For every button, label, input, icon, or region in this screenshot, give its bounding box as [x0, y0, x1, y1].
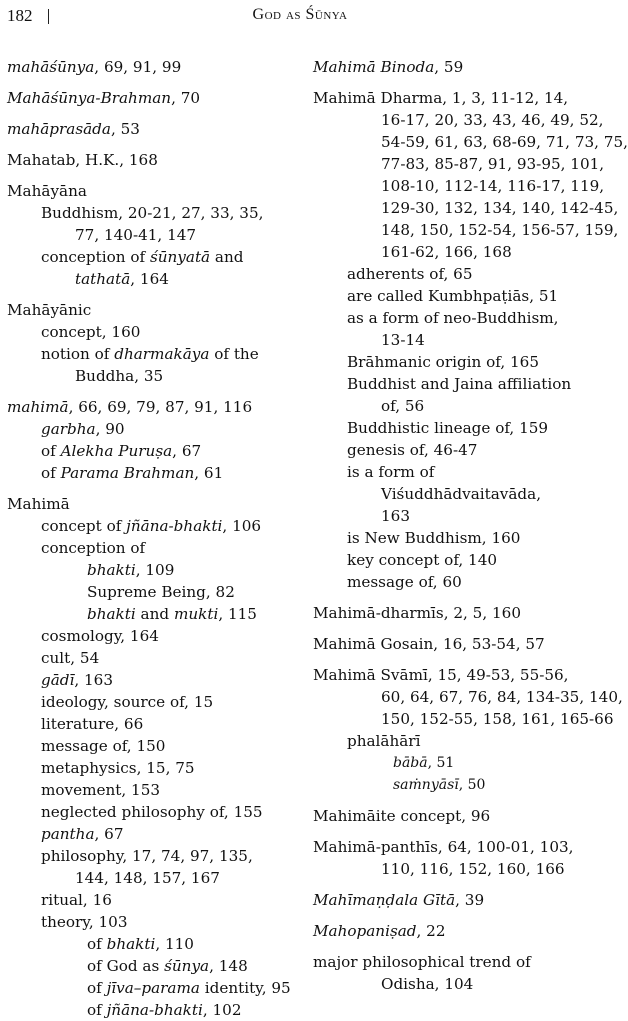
entry-text: bābā [393, 755, 428, 771]
entry-text: tathatā [75, 270, 131, 288]
entry-text: Buddha, 35 [75, 367, 164, 385]
entry-text: Viśuddhādvaitavāda, [381, 485, 542, 503]
index-entry [7, 202, 299, 224]
entry-text: cult, 54 [41, 649, 100, 667]
entry-text: Alekha Puruṣa [60, 442, 173, 460]
entry-text: Mahimāite concept, 96 [313, 807, 491, 825]
index-entry [7, 647, 299, 669]
index-entry [7, 118, 299, 140]
index-entry [313, 56, 597, 78]
entry-text: of [41, 464, 61, 482]
entry-text: śūnyatā [149, 248, 211, 266]
entry-text: Mahimā Svāmī, 15, 49-53, 55-56, [313, 666, 569, 684]
entry-text: , 59 [434, 58, 464, 76]
running-header [0, 4, 600, 30]
entry-text: are called Kumbhpaṭiās, 51 [347, 287, 559, 305]
entry-text: of the [209, 345, 259, 363]
index-entry [7, 299, 299, 321]
entry-text: ritual, 16 [41, 891, 112, 909]
entry-text: mahāśūnya [7, 58, 95, 76]
entry-text: 129-30, 132, 134, 140, 142-45, [381, 199, 619, 217]
entry-text: Buddhist and Jaina affiliation [347, 375, 572, 393]
entry-text: movement, 153 [41, 781, 161, 799]
index-entry [7, 603, 299, 625]
index-entry [7, 779, 299, 801]
index-entry [313, 439, 597, 461]
index-entry [7, 246, 299, 268]
index-entry [313, 708, 614, 730]
entry-text: notion of [41, 345, 115, 363]
index-entry [7, 537, 299, 559]
index-entry [7, 515, 299, 537]
entry-text: , 106 [222, 517, 262, 535]
entry-text: , 163 [74, 671, 114, 689]
entry-text: śūnya [164, 957, 210, 975]
entry-text: 16-17, 20, 33, 43, 46, 49, 52, [381, 111, 604, 129]
index-entry [313, 131, 628, 153]
index-entry [313, 549, 597, 571]
entry-text: Parama Brahman [60, 464, 195, 482]
entry-text: message of, 60 [347, 573, 462, 591]
index-entry [7, 321, 299, 343]
index-column-left [7, 56, 299, 1021]
entry-text: Mahāyāna [7, 182, 87, 200]
index-entry [7, 56, 299, 78]
index-entry [7, 581, 299, 603]
entry-text: ideology, source of, 15 [41, 693, 214, 711]
index-entry [7, 889, 299, 911]
index-entry [7, 418, 299, 440]
entry-text: jñāna-bhakti [126, 517, 223, 535]
index-entry [313, 175, 605, 197]
entry-text: Mahimā-dharmīs, 2, 5, 160 [313, 604, 521, 622]
entry-text: Buddhism, 20-21, 27, 33, 35, [41, 204, 264, 222]
index-entry [7, 149, 299, 171]
entry-text: , 102 [202, 1001, 242, 1019]
index-entry [313, 153, 605, 175]
entry-text: of, 56 [381, 397, 425, 415]
entry-text: jñāna-bhakti [106, 1001, 203, 1019]
entry-text: cosmology, 164 [41, 627, 159, 645]
entry-text: , 22 [416, 922, 446, 940]
entry-text: 77-83, 85-87, 91, 93-95, 101, [381, 155, 605, 173]
index-entry [7, 757, 299, 779]
entry-text: , 67 [94, 825, 124, 843]
index-entry [313, 307, 597, 329]
index-entry [313, 395, 597, 417]
entry-text: , 70 [171, 89, 201, 107]
entry-text: 110, 116, 152, 160, 166 [381, 860, 565, 878]
entry-text: of [87, 979, 107, 997]
entry-text: bhakti [87, 605, 136, 623]
entry-text: jīva–parama [106, 979, 200, 997]
index-entry [313, 87, 597, 109]
index-entry [7, 343, 299, 365]
index-entry [7, 440, 299, 462]
entry-text: conception of [41, 248, 150, 266]
entry-text: , 148 [209, 957, 248, 975]
index-entry [7, 955, 299, 977]
index-entry [313, 752, 597, 774]
entry-text: neglected philosophy of, 155 [41, 803, 263, 821]
index-entry [7, 867, 299, 889]
entry-text: philosophy, 17, 74, 97, 135, [41, 847, 253, 865]
index-entry [7, 625, 299, 647]
entry-text: is a form of [347, 463, 435, 481]
entry-text: adherents of, 65 [347, 265, 473, 283]
entry-text: , 53 [110, 120, 140, 138]
entry-text: Odisha, 104 [381, 975, 474, 993]
index-entry [313, 602, 597, 624]
index-entry [7, 268, 299, 290]
entry-text: identity, 95 [199, 979, 291, 997]
index-entry [7, 691, 299, 713]
entry-text: Brāhmanic origin of, 165 [347, 353, 540, 371]
entry-text: Mahopaniṣad [313, 922, 417, 940]
entry-text: message of, 150 [41, 737, 166, 755]
index-column-right [313, 56, 628, 995]
page-number: 182 [7, 6, 33, 25]
index-entry [7, 180, 299, 202]
entry-text: Buddhistic lineage of, 159 [347, 419, 549, 437]
entry-text: of [41, 442, 61, 460]
entry-text: concept of [41, 517, 127, 535]
entry-text: , 61 [194, 464, 224, 482]
entry-text: , 39 [455, 891, 485, 909]
index-entry [7, 823, 299, 845]
index-entry [313, 920, 597, 942]
index-entry [313, 219, 619, 241]
index-entry [313, 774, 597, 796]
entry-text: , 164 [130, 270, 169, 288]
index-entry [7, 845, 299, 867]
entry-text: metaphysics, 15, 75 [41, 759, 195, 777]
entry-text: 13-14 [381, 331, 425, 349]
entry-text: garbha [41, 420, 96, 438]
index-entry [313, 686, 623, 708]
index-entry [313, 951, 597, 973]
entry-text: of [87, 935, 107, 953]
entry-text: , 66, 69, 79, 87, 91, 116 [68, 398, 253, 416]
index-entry [7, 669, 299, 691]
entry-text: pantha [41, 825, 95, 843]
entry-text: of God as [87, 957, 165, 975]
entry-text: , 110 [155, 935, 194, 953]
index-entry [313, 197, 619, 219]
index-entry [313, 730, 597, 752]
index-entry [313, 329, 597, 351]
index-entry [313, 527, 597, 549]
index-entry [7, 87, 299, 109]
index-entry [313, 505, 597, 527]
entry-text: as a form of neo-Buddhism, [347, 309, 559, 327]
entry-text: gādī [41, 671, 75, 689]
entry-text: bhakti [87, 561, 136, 579]
index-entry [313, 664, 597, 686]
entry-text: genesis of, 46-47 [347, 441, 478, 459]
index-entry [313, 417, 597, 439]
index-entry [313, 633, 597, 655]
entry-text: 60, 64, 67, 76, 84, 134-35, 140, [381, 688, 623, 706]
index-entry [7, 911, 299, 933]
index-entry [313, 351, 597, 373]
entry-text: Mahimā [7, 495, 70, 513]
entry-text: Mahimā Binoda [313, 58, 435, 76]
entry-text: , 67 [172, 442, 202, 460]
entry-text: theory, 103 [41, 913, 128, 931]
index-entry [7, 462, 299, 484]
index-entry [313, 461, 597, 483]
entry-text: and [210, 248, 244, 266]
index-entry [313, 889, 597, 911]
entry-text: Mahimā Dharma, 1, 3, 11-12, 14, [313, 89, 569, 107]
index-entry [313, 483, 597, 505]
entry-text: 108-10, 112-14, 116-17, 119, [381, 177, 605, 195]
running-title: God as Śūnya [252, 6, 348, 23]
entry-text: Mahimā-panthīs, 64, 100-01, 103, [313, 838, 574, 856]
index-entry [313, 858, 597, 880]
entry-text: 77, 140-41, 147 [75, 226, 197, 244]
index-entry [7, 224, 299, 246]
index-entry [313, 571, 597, 593]
entry-text: literature, 66 [41, 715, 144, 733]
index-entry [7, 493, 299, 515]
index-entry [7, 365, 299, 387]
entry-text: 150, 152-55, 158, 161, 165-66 [381, 710, 614, 728]
entry-text: conception of [41, 539, 146, 557]
entry-text: , 51 [427, 755, 455, 771]
entry-text: Mahīmaṇḍala Gītā [313, 891, 456, 909]
index-entry [313, 263, 597, 285]
entry-text: 163 [381, 507, 410, 525]
entry-text: Mahāyānic [7, 301, 92, 319]
entry-text: bhakti [106, 935, 156, 953]
entry-text: mukti [173, 605, 219, 623]
entry-text: Mahatab, H.K., 168 [7, 151, 158, 169]
entry-text: concept, 160 [41, 323, 141, 341]
index-entry [7, 999, 299, 1021]
entry-text: key concept of, 140 [347, 551, 498, 569]
entry-text: is New Buddhism, 160 [347, 529, 521, 547]
entry-text: Mahāśūnya-Brahman [7, 89, 172, 107]
entry-text: dharmakāya [114, 345, 210, 363]
index-entry [313, 836, 597, 858]
index-entry [7, 801, 299, 823]
entry-text: and [135, 605, 174, 623]
entry-text: Mahimā Gosain, 16, 53-54, 57 [313, 635, 545, 653]
entry-text: , 50 [458, 777, 486, 793]
index-entry [7, 977, 299, 999]
entry-text: phalāhārī [347, 732, 421, 750]
index-entry [7, 933, 299, 955]
index-entry [313, 241, 597, 263]
entry-text: 161-62, 166, 168 [381, 243, 512, 261]
entry-text: 148, 150, 152-54, 156-57, 159, [381, 221, 619, 239]
entry-text: Supreme Being, 82 [87, 583, 235, 601]
index-entry [313, 805, 597, 827]
entry-text: 54-59, 61, 63, 68-69, 71, 73, 75, [381, 133, 628, 151]
entry-text: mahimā [7, 398, 69, 416]
entry-text: saṁnyāsī [393, 777, 459, 793]
index-entry [7, 396, 299, 418]
index-entry [313, 285, 597, 307]
index-entry [7, 713, 299, 735]
entry-text: , 69, 91, 99 [94, 58, 182, 76]
index-entry [313, 373, 597, 395]
index-entry [313, 973, 597, 995]
entry-text: , 90 [95, 420, 125, 438]
entry-text: of [87, 1001, 107, 1019]
entry-text: 144, 148, 157, 167 [75, 869, 220, 887]
index-entry [313, 109, 604, 131]
index-entry [7, 559, 299, 581]
entry-text: , 115 [218, 605, 257, 623]
entry-text: major philosophical trend of [313, 953, 531, 971]
entry-text: , 109 [135, 561, 175, 579]
entry-text: mahāprasāda [7, 120, 111, 138]
index-entry [7, 735, 299, 757]
